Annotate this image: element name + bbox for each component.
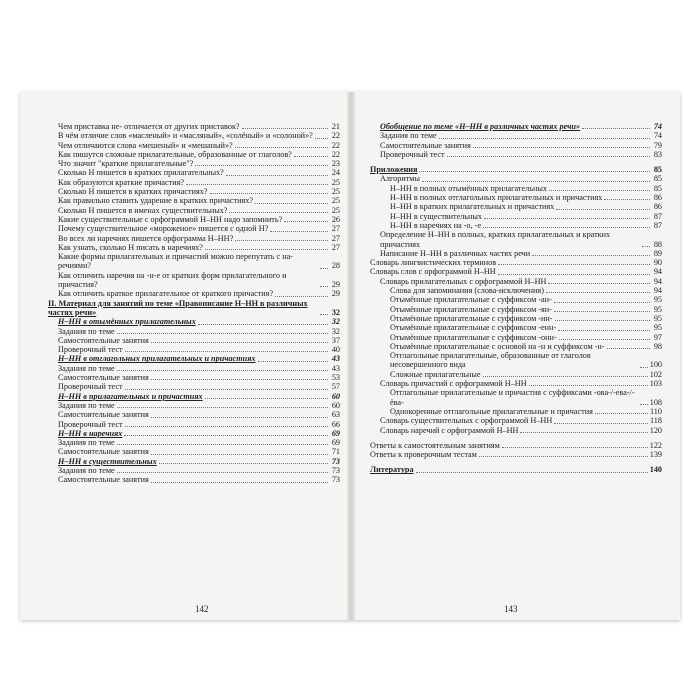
- toc-entry-title: Самостоятельные занятия: [58, 447, 149, 457]
- toc-leader-dots: [640, 367, 648, 368]
- toc-entry-page: 122: [649, 440, 662, 450]
- toc-leader-dots: [520, 432, 647, 433]
- toc-leader-dots: [235, 240, 328, 241]
- toc-entry-title: Во всех ли наречиях пишется орфограмма Н–НН?: [58, 233, 234, 243]
- toc-entry: [370, 249, 662, 258]
- toc-leader-dots: [604, 199, 650, 200]
- toc-entry: [370, 150, 662, 159]
- toc-entry-page: 57: [331, 382, 340, 392]
- toc-entry-title: Задания по теме: [58, 438, 115, 448]
- toc-entry: [48, 289, 340, 298]
- toc-entry-page: 79: [653, 140, 662, 150]
- toc-entry: [48, 141, 340, 150]
- toc-entry-page: 73: [331, 465, 340, 475]
- toc-entry-page: 53: [331, 373, 340, 383]
- toc-entry-title: Проверочный тест: [380, 149, 445, 159]
- toc-entry: [48, 187, 340, 196]
- toc-entry-page: 25: [331, 187, 340, 197]
- toc-entry-title: Отглагольные прилагательные, образованные от глаголов несовершенного вида: [390, 351, 591, 370]
- toc-leader-dots: [483, 376, 648, 377]
- toc-entry: [370, 267, 662, 276]
- toc-entry-title: Словарь прилагательных с орфограммой Н–НН: [380, 276, 547, 286]
- toc-entry-title: Какие формы прилагательных и причастий можно перепутать с наречиями?: [58, 252, 293, 271]
- toc-entry: [48, 168, 340, 177]
- toc-entry: [370, 221, 662, 230]
- toc-leader-dots: [607, 348, 650, 349]
- toc-leader-dots: [125, 389, 328, 390]
- toc-leader-dots: [554, 423, 648, 424]
- toc-entry-title: Как отличить краткое прилагательное от краткого причастия?: [58, 289, 274, 299]
- toc-entry-title: Н–НН в прилагательных и причастиях: [58, 391, 203, 401]
- toc-entry: [48, 429, 340, 438]
- toc-entry-page: 73: [331, 475, 340, 485]
- toc-entry: [48, 475, 340, 484]
- toc-entry: [48, 336, 340, 345]
- toc-entry: [48, 196, 340, 205]
- toc-entry-title: Чем приставка не- отличается от других приставок?: [58, 122, 240, 131]
- toc-entry: [370, 342, 662, 351]
- toc-entry: [48, 178, 340, 187]
- toc-entry-title: Н–НН в полных отымённых прилагательных: [390, 183, 547, 193]
- toc-entry-title: Как образуются краткие причастия?: [58, 177, 185, 187]
- toc-leader-dots: [125, 351, 328, 352]
- toc-entry-page: 32: [331, 317, 340, 327]
- toc-entry: [370, 333, 662, 342]
- toc-entry-page: 69: [331, 438, 340, 448]
- toc-entry-title: Как отличить наречия на -н-е от кратких форм прилагательного и причастия?: [58, 270, 287, 290]
- toc-entry-title: Сложные прилагательные: [390, 369, 481, 379]
- toc-entry-title: Проверочный тест: [58, 382, 123, 392]
- toc-entry: [370, 131, 662, 140]
- toc-entry-page: 22: [331, 149, 340, 159]
- toc-leader-dots: [595, 413, 648, 414]
- toc-entry-title: Как узнать, сколько Н писать в наречиях?: [58, 242, 203, 252]
- toc-leader-dots: [640, 404, 648, 405]
- toc-entry: [48, 401, 340, 410]
- toc-entry-title: Н–НН в существительных: [390, 211, 483, 221]
- toc-entry: [48, 364, 340, 373]
- toc-entry-title: Отымённые прилагательные с суффиксом -онн-: [390, 332, 557, 342]
- toc-entry-page: 97: [653, 332, 662, 342]
- toc-entry-title: Словарь существительных с орфограммой Н–НН: [380, 416, 553, 426]
- toc-entry-title: Что значит "краткие прилагательные"?: [58, 159, 194, 169]
- toc-entry-title: Н–НН в кратких прилагательных и причастиях: [390, 202, 555, 212]
- toc-entry-title: Задания по теме: [58, 465, 115, 475]
- toc-entry-page: 43: [331, 363, 340, 373]
- toc-entry-page: 95: [653, 304, 662, 314]
- toc-leader-dots: [320, 286, 328, 287]
- toc-entry: [48, 224, 340, 233]
- toc-entry: [48, 382, 340, 391]
- toc-leader-dots: [275, 296, 328, 297]
- toc-leader-dots: [549, 190, 650, 191]
- toc-leader-dots: [483, 227, 650, 228]
- toc-entry: [48, 317, 340, 326]
- toc-entry-page: 83: [653, 149, 662, 159]
- toc-entry-title: Н–НН в полных отглагольных прилагательных и причастиях: [390, 193, 603, 203]
- toc-leader-dots: [532, 255, 650, 256]
- toc-entry-title: II. Материал для занятий по теме «Правописание Н–НН в различных частях речи»: [48, 298, 308, 317]
- toc-entry-page: 37: [331, 335, 340, 345]
- toc-leader-dots: [186, 184, 328, 185]
- toc-entry: [48, 252, 340, 271]
- toc-leader-dots: [555, 320, 650, 321]
- toc-entry-page: 86: [653, 193, 662, 203]
- toc-entry-title: Сколько Н пишется в кратких прилагательных?: [58, 168, 224, 178]
- toc-leader-dots: [205, 398, 328, 399]
- toc-leader-dots: [159, 463, 328, 464]
- toc-entry: [48, 392, 340, 401]
- toc-leader-dots: [559, 339, 650, 340]
- toc-entry-page: 95: [653, 313, 662, 323]
- toc-entry-title: Приложения: [370, 165, 418, 175]
- toc-entry-page: 24: [331, 168, 340, 178]
- toc-entry: [48, 206, 340, 215]
- toc-entry-title: Отымённые прилагательные с основой на -н и суффиксом -н-: [390, 341, 605, 351]
- toc-entry: [370, 202, 662, 211]
- toc-leader-dots: [117, 472, 328, 473]
- toc-entry: [370, 351, 662, 370]
- toc-leader-dots: [558, 330, 650, 331]
- toc-entry-page: 29: [331, 280, 340, 290]
- toc-entry: [48, 215, 340, 224]
- toc-leader-dots: [125, 426, 328, 427]
- toc-entry-page: 60: [331, 391, 340, 401]
- toc-entry-page: 87: [653, 211, 662, 221]
- toc-entry-page: 74: [653, 131, 662, 141]
- toc-entry-page: 110: [650, 406, 662, 416]
- toc-leader-dots: [270, 231, 328, 232]
- toc-entry-title: Словарь причастий с орфограммой Н–НН: [380, 379, 527, 389]
- toc-entry-title: Определение Н–НН в полных, кратких прилагательных и кратких причастиях: [380, 230, 611, 249]
- toc-entry-title: Почему существительное «мороженое» пишется с одной Н?: [58, 224, 269, 234]
- toc-leader-dots: [582, 128, 650, 129]
- toc-entry-page: 120: [649, 425, 662, 435]
- toc-entry-title: Н–НН в наречиях на -о, -е: [390, 220, 482, 230]
- toc-entry-page: 85: [653, 183, 662, 193]
- toc-entry: [48, 159, 340, 168]
- toc-entry-title: Как пишутся сложные прилагательные, образованные от глаголов?: [58, 149, 292, 159]
- toc-entry: [48, 299, 340, 318]
- toc-leader-dots: [124, 435, 328, 436]
- toc-entry-page: 60: [331, 400, 340, 410]
- toc-entry-page: 139: [649, 450, 662, 460]
- toc-leader-dots: [229, 212, 328, 213]
- toc-entry-title: Однокоренные отглагольные прилагательные и причастия: [390, 406, 593, 416]
- toc-entry-title: Написание Н–НН в различных частях речи: [380, 248, 531, 258]
- left-page-number: 142: [195, 604, 209, 614]
- toc-leader-dots: [447, 156, 650, 157]
- toc-entry-page: 73: [331, 456, 340, 466]
- toc-leader-dots: [529, 385, 648, 386]
- toc-entry-title: Какие существительные с орфограммой Н–НН надо запомнить?: [58, 214, 283, 224]
- toc-leader-dots: [226, 175, 328, 176]
- toc-entry-page: 27: [331, 224, 340, 234]
- toc-entry: [48, 150, 340, 159]
- toc-entry-page: 95: [653, 323, 662, 333]
- toc-entry-title: В чём отличие слов «масленый» и «масляный», «солёный» и «солоной»?: [58, 131, 313, 141]
- toc-entry: [370, 416, 662, 425]
- toc-leader-dots: [198, 324, 328, 325]
- toc-entry-title: Н–НН в существительных: [58, 456, 157, 466]
- toc-entry: [370, 277, 662, 286]
- toc-leader-dots: [422, 181, 650, 182]
- toc-entry-title: Отымённые прилагательные с суффиксом -ян-: [390, 304, 552, 314]
- toc-leader-dots: [439, 138, 650, 139]
- toc-entry-page: 88: [653, 239, 662, 249]
- toc-entry: [48, 234, 340, 243]
- toc-entry-title: Н–НН в отглагольных прилагательных и причастиях: [58, 354, 256, 364]
- toc-entry: [48, 271, 340, 290]
- toc-entry-page: 25: [331, 177, 340, 187]
- toc-entry: [370, 426, 662, 435]
- toc-entry-page: 23: [331, 159, 340, 169]
- toc-entry-page: 43: [331, 354, 340, 364]
- toc-entry-title: Задания по теме: [380, 131, 437, 141]
- toc-leader-dots: [479, 456, 648, 457]
- right-page-toc: [370, 122, 662, 475]
- toc-leader-dots: [117, 444, 328, 445]
- toc-entry-page: 69: [331, 428, 340, 438]
- toc-leader-dots: [151, 379, 328, 380]
- toc-entry-page: 66: [331, 419, 340, 429]
- toc-entry-page: 32: [331, 307, 340, 317]
- toc-leader-dots: [498, 264, 650, 265]
- book-spine: [347, 92, 355, 620]
- toc-entry-title: Сколько Н пишется в кратких причастиях?: [58, 187, 208, 197]
- toc-entry-page: 87: [653, 220, 662, 230]
- toc-entry-page: 32: [331, 326, 340, 336]
- toc-entry-title: Слова для запоминания (слова-исключения): [390, 286, 544, 296]
- toc-entry-page: 21: [331, 122, 340, 131]
- toc-entry-title: Самостоятельные занятия: [58, 373, 149, 383]
- toc-entry-page: 25: [331, 205, 340, 215]
- toc-leader-dots: [151, 417, 328, 418]
- toc-entry: [370, 450, 662, 459]
- toc-leader-dots: [210, 193, 329, 194]
- toc-entry-page: 74: [653, 122, 662, 131]
- toc-leader-dots: [195, 165, 328, 166]
- toc-entry-page: 40: [331, 345, 340, 355]
- right-page-number: 143: [504, 604, 518, 614]
- toc-entry-page: 103: [649, 379, 662, 389]
- toc-entry-title: Как правильно ставить ударение в кратких причастиях?: [58, 196, 253, 206]
- toc-leader-dots: [498, 274, 650, 275]
- toc-entry-page: 89: [653, 248, 662, 258]
- toc-entry-page: 26: [331, 214, 340, 224]
- toc-leader-dots: [419, 171, 650, 172]
- toc-entry-page: 22: [331, 131, 340, 141]
- toc-entry-page: 94: [653, 286, 662, 296]
- toc-entry-page: 28: [331, 261, 340, 271]
- toc-entry-title: Проверочный тест: [58, 345, 123, 355]
- toc-leader-dots: [151, 342, 328, 343]
- toc-entry: [48, 438, 340, 447]
- toc-entry-title: Самостоятельные занятия: [58, 335, 149, 345]
- toc-entry: [370, 388, 662, 407]
- toc-entry-page: 140: [649, 465, 662, 475]
- toc-entry: [370, 174, 662, 183]
- toc-entry-title: Отглагольные прилагательные и причастия с суффиксами -ова-/-ева-/-ёва-: [390, 388, 635, 407]
- toc-leader-dots: [642, 246, 650, 247]
- toc-entry-page: 25: [331, 196, 340, 206]
- toc-entry: [370, 286, 662, 295]
- toc-entry: [48, 345, 340, 354]
- toc-leader-dots: [315, 138, 328, 139]
- toc-leader-dots: [242, 128, 328, 129]
- toc-entry: [370, 141, 662, 150]
- toc-entry: [48, 410, 340, 419]
- toc-leader-dots: [117, 333, 328, 334]
- toc-leader-dots: [294, 156, 328, 157]
- toc-entry: [370, 441, 662, 450]
- toc-entry-page: 63: [331, 410, 340, 420]
- toc-entry-title: Задания по теме: [58, 326, 115, 336]
- toc-entry-page: 85: [653, 174, 662, 184]
- toc-entry: [370, 193, 662, 202]
- toc-entry-title: Словарь наречий с орфограммой Н–НН: [380, 425, 519, 435]
- toc-entry: [370, 184, 662, 193]
- toc-entry: [48, 466, 340, 475]
- toc-entry: [48, 420, 340, 429]
- toc-entry-title: Ответы к проверочным тестам: [370, 450, 477, 460]
- toc-leader-dots: [556, 209, 650, 210]
- toc-entry: [48, 327, 340, 336]
- toc-leader-dots: [320, 268, 328, 269]
- toc-entry-title: Самостоятельные занятия: [58, 410, 149, 420]
- toc-entry: [48, 354, 340, 363]
- toc-entry-title: Ответы к самостоятельным занятиям: [370, 440, 500, 450]
- toc-entry: [370, 295, 662, 304]
- toc-entry-title: Литература: [370, 465, 414, 475]
- toc-leader-dots: [235, 147, 328, 148]
- toc-entry-title: Сколько Н пишется в именах существительных?: [58, 205, 228, 215]
- toc-entry-title: Отымённые прилагательные с суффиксом -енн-: [390, 323, 557, 333]
- toc-entry: [370, 258, 662, 267]
- toc-entry-page: 94: [653, 267, 662, 277]
- toc-entry-title: Словарь лингвистических терминов: [370, 258, 497, 268]
- toc-entry-title: Самостоятельные занятия: [58, 475, 149, 485]
- toc-entry-title: Алгоритмы: [380, 174, 420, 184]
- toc-entry: [370, 465, 662, 474]
- toc-entry-title: Самостоятельные занятия: [380, 140, 471, 150]
- toc-leader-dots: [258, 361, 328, 362]
- toc-leader-dots: [151, 482, 328, 483]
- toc-entry-page: 27: [331, 233, 340, 243]
- toc-leader-dots: [205, 249, 328, 250]
- toc-entry: [370, 370, 662, 379]
- toc-entry: [48, 131, 340, 140]
- toc-leader-dots: [554, 311, 650, 312]
- toc-entry-page: 95: [653, 295, 662, 305]
- toc-entry: [370, 122, 662, 131]
- toc-leader-dots: [284, 221, 328, 222]
- toc-entry-title: Обобщение по теме «Н–НН в различных частях речи»: [380, 122, 581, 131]
- toc-entry-title: Н–НН в отымённых прилагательных: [58, 317, 196, 327]
- toc-entry: [370, 230, 662, 249]
- toc-leader-dots: [320, 314, 328, 315]
- toc-entry: [370, 379, 662, 388]
- toc-entry-title: Задания по теме: [58, 363, 115, 373]
- open-book: [20, 92, 680, 620]
- toc-entry-page: 22: [331, 140, 340, 150]
- toc-leader-dots: [473, 147, 650, 148]
- left-page-toc: [48, 122, 340, 485]
- toc-entry-page: 90: [653, 258, 662, 268]
- toc-entry-page: 100: [649, 360, 662, 370]
- toc-entry: [48, 447, 340, 456]
- toc-entry-page: 118: [650, 416, 662, 426]
- toc-entry: [370, 407, 662, 416]
- toc-entry-title: Проверочный тест: [58, 419, 123, 429]
- toc-leader-dots: [502, 447, 648, 448]
- toc-entry: [48, 457, 340, 466]
- toc-entry-page: 108: [649, 397, 662, 407]
- toc-entry-title: Задания по теме: [58, 400, 115, 410]
- toc-leader-dots: [554, 302, 650, 303]
- toc-leader-dots: [151, 454, 328, 455]
- toc-entry-title: Н–НН в наречиях: [58, 428, 123, 438]
- toc-entry-page: 102: [649, 369, 662, 379]
- toc-entry-page: 29: [331, 289, 340, 299]
- toc-entry: [48, 122, 340, 131]
- toc-entry-page: 85: [653, 165, 662, 175]
- toc-entry: [370, 212, 662, 221]
- toc-entry-page: 94: [653, 276, 662, 286]
- toc-entry: [370, 305, 662, 314]
- toc-entry-title: Отымённые прилагательные с суффиксом -ан-: [390, 295, 552, 305]
- toc-entry-page: 71: [331, 447, 340, 457]
- toc-entry: [370, 165, 662, 174]
- toc-entry-title: Чем отличаются слова «мешеный» и «мешаный»?: [58, 140, 233, 150]
- toc-leader-dots: [117, 370, 328, 371]
- toc-entry-page: 86: [653, 202, 662, 212]
- toc-leader-dots: [546, 292, 650, 293]
- toc-entry: [370, 323, 662, 332]
- toc-leader-dots: [255, 203, 328, 204]
- toc-entry-page: 27: [331, 242, 340, 252]
- toc-leader-dots: [416, 472, 648, 473]
- toc-entry-title: Словарь слов с орфограммой Н–НН: [370, 267, 496, 277]
- toc-entry: [48, 243, 340, 252]
- toc-leader-dots: [484, 218, 650, 219]
- toc-entry: [48, 373, 340, 382]
- toc-entry: [370, 314, 662, 323]
- toc-entry-title: Отымённые прилагательные с суффиксом -ин-: [390, 313, 553, 323]
- toc-leader-dots: [548, 283, 650, 284]
- toc-leader-dots: [117, 407, 328, 408]
- toc-entry-page: 98: [653, 341, 662, 351]
